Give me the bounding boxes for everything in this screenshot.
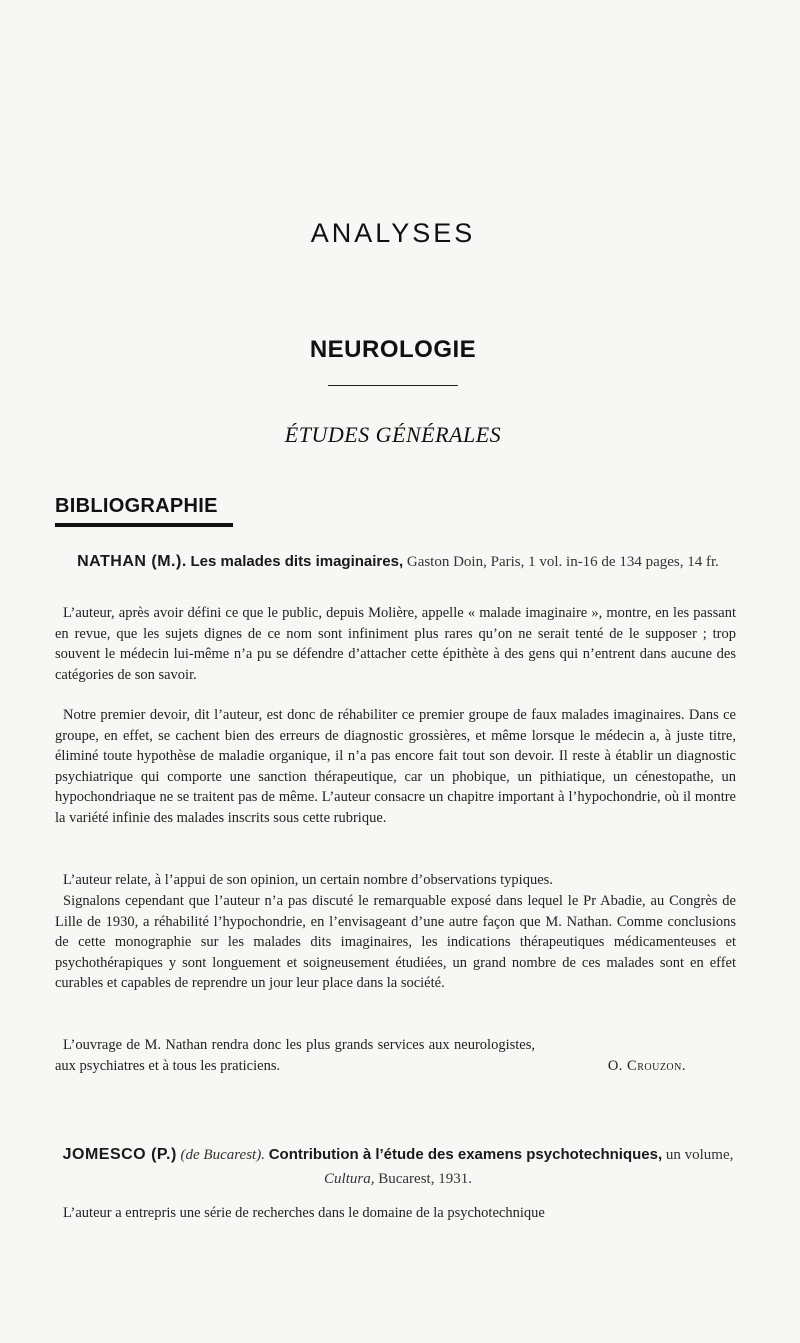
review-signature: O. Crouzon. <box>607 1057 686 1074</box>
review-author: JOMESCO (P.) <box>62 1146 177 1163</box>
review-paragraph: Notre premier devoir, dit l’auteur, est donc de réhabiliter ce premier groupe de faux malades imaginaires. Dans ce groupe, en effet, se cachent bien des erreurs de diagnostic grossières, et même lorsque le médecin a, à juste titre, éliminé toute hypothèse de maladie organique, il n’a pas encore fait tout son devoir. Il reste à établir un diagnostic psychiatrique qui comporte une sanction thérapeutique, car un phobique, un pithiatique, un cénestopathe, un hypochondriaque ne se traitent pas de même. L’auteur consacre un chapitre important à l’hypochondrie, où il montre la variété infinie des malades inscrits sous cette rubrique. <box>55 707 736 826</box>
review-author: NATHAN (M.). <box>77 553 187 570</box>
review-paragraph: L’ouvrage de M. Nathan rendra donc les plus grands services aux neurologistes, aux psychiatres et à tous les praticiens. <box>55 1037 535 1074</box>
review-book-title: Les malades dits imaginaires, <box>190 553 404 570</box>
section-divider <box>328 385 458 386</box>
review-affiliation: (de Bucarest). <box>180 1147 265 1163</box>
rubric-underline <box>55 523 233 527</box>
section-title: NEUROLOGIE <box>309 336 477 363</box>
review-paragraph: L’auteur, après avoir défini ce que le public, depuis Molière, appelle « malade imaginaire », montre, en les passant en revue, que les sujets dignes de ce nom sont infiniment plus rares qu’on ne serait tenté de le supposer ; trop souvent le médecin lui-même n’a pu se défendre d’attacher cette épithète à des gens qui n’entrent dans aucune des catégories de son savoir. <box>55 605 736 683</box>
review-publisher: Gaston Doin, Paris, 1 vol. in-16 de 134 pages, 14 fr. <box>406 554 719 570</box>
review-journal: Cultura, <box>324 1171 375 1187</box>
review-closing <box>55 1035 736 1076</box>
subsection-title: ÉTUDES GÉNÉRALES <box>284 422 502 447</box>
review-publisher: Bucarest, 1931. <box>378 1171 472 1187</box>
review-header-nathan <box>55 550 741 574</box>
review-paragraph: Signalons cependant que l’auteur n’a pas discuté le remarquable exposé dans lequel le Pr Abadie, au Congrès de Lille de 1930, a réhabilité l’hypochondrie, en l’envisageant d’une autre façon que M. Nathan. Comme conclusions de cette monographie sur les malades dits imaginaires, les indications thérapeutiques médicamenteuses et psychothérapiques y sont longuement et soigneusement étudiées, un grand nombre de ces malades sont en effet curables et capables de reprendre un jour leur place dans la société. <box>55 893 736 991</box>
review-paragraph: L’auteur relate, à l’appui de son opinion, un certain nombre d’observations typiques. <box>63 872 553 888</box>
review-book-title: Contribution à l’étude des examens psychotechniques, <box>268 1146 663 1163</box>
review-publisher-prefix: un volume, <box>665 1147 734 1163</box>
review-header-jomesco <box>55 1143 741 1191</box>
rubric-title: BIBLIOGRAPHIE <box>55 495 218 517</box>
review-paragraph: L’auteur a entrepris une série de recherches dans le domaine de la psychotechnique <box>63 1205 545 1221</box>
page-title: ANALYSES <box>310 218 476 248</box>
